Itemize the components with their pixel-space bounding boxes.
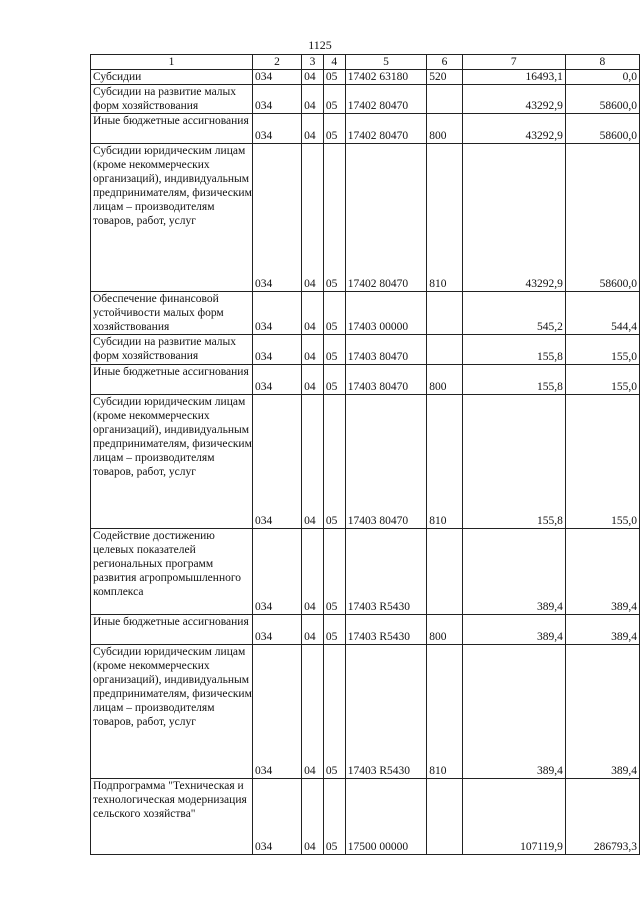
table-row — [91, 615, 640, 645]
expense-type-code: 810 — [427, 645, 463, 779]
ministry-code: 034 — [253, 335, 302, 365]
amount-year-1: 155,8 — [462, 335, 565, 365]
column-header: 6 — [427, 55, 463, 70]
section-code: 04 — [302, 645, 324, 779]
expense-type-code — [427, 292, 463, 335]
ministry-code: 034 — [253, 365, 302, 395]
target-article-code: 17403 R5430 — [345, 645, 427, 779]
amount-year-1: 155,8 — [462, 395, 565, 529]
row-name: Иные бюджетные ассигнования — [91, 615, 253, 645]
amount-year-1: 389,4 — [462, 615, 565, 645]
subsection-code: 05 — [323, 365, 345, 395]
target-article-code: 17403 80470 — [345, 395, 427, 529]
target-article-code: 17403 80470 — [345, 335, 427, 365]
table-row — [91, 365, 640, 395]
target-article-code: 17402 80470 — [345, 85, 427, 114]
amount-year-2: 544,4 — [565, 292, 639, 335]
amount-year-1: 16493,1 — [462, 70, 565, 85]
expense-type-code: 800 — [427, 114, 463, 144]
section-code: 04 — [302, 85, 324, 114]
ministry-code: 034 — [253, 529, 302, 615]
column-header: 5 — [345, 55, 427, 70]
amount-year-2: 58600,0 — [565, 144, 639, 292]
amount-year-1: 43292,9 — [462, 114, 565, 144]
expense-type-code: 810 — [427, 395, 463, 529]
column-header: 8 — [565, 55, 639, 70]
amount-year-2: 58600,0 — [565, 85, 639, 114]
ministry-code: 034 — [253, 114, 302, 144]
subsection-code: 05 — [323, 779, 345, 855]
section-code: 04 — [302, 292, 324, 335]
row-name: Субсидии юридическим лицам (кроме некоммерческих организаций), индивидуальным предпринимателям, физическим лицам – производителям товаров, работ, услуг — [91, 645, 253, 779]
target-article-code: 17500 00000 — [345, 779, 427, 855]
subsection-code: 05 — [323, 144, 345, 292]
amount-year-2: 155,0 — [565, 395, 639, 529]
amount-year-2: 155,0 — [565, 335, 639, 365]
row-name: Подпрограмма "Техническая и технологическая модернизация сельского хозяйства" — [91, 779, 253, 855]
target-article-code: 17403 00000 — [345, 292, 427, 335]
table-row — [91, 114, 640, 144]
section-code: 04 — [302, 70, 324, 85]
row-name: Субсидии на развитие малых форм хозяйствования — [91, 335, 253, 365]
target-article-code: 17402 80470 — [345, 114, 427, 144]
amount-year-2: 0,0 — [565, 70, 639, 85]
budget-table — [90, 54, 640, 855]
subsection-code: 05 — [323, 395, 345, 529]
ministry-code: 034 — [253, 70, 302, 85]
amount-year-2: 286793,3 — [565, 779, 639, 855]
subsection-code: 05 — [323, 85, 345, 114]
row-name: Субсидии — [91, 70, 253, 85]
expense-type-code: 800 — [427, 365, 463, 395]
amount-year-1: 43292,9 — [462, 144, 565, 292]
page-number: 1125 — [308, 38, 332, 52]
section-code: 04 — [302, 114, 324, 144]
row-name: Иные бюджетные ассигнования — [91, 114, 253, 144]
ministry-code: 034 — [253, 779, 302, 855]
column-header: 1 — [91, 55, 253, 70]
subsection-code: 05 — [323, 335, 345, 365]
table-row — [91, 70, 640, 85]
subsection-code: 05 — [323, 70, 345, 85]
column-header: 3 — [302, 55, 324, 70]
section-code: 04 — [302, 615, 324, 645]
subsection-code: 05 — [323, 615, 345, 645]
row-name: Иные бюджетные ассигнования — [91, 365, 253, 395]
target-article-code: 17402 80470 — [345, 144, 427, 292]
amount-year-1: 389,4 — [462, 529, 565, 615]
subsection-code: 05 — [323, 292, 345, 335]
amount-year-1: 389,4 — [462, 645, 565, 779]
column-header: 4 — [323, 55, 345, 70]
ministry-code: 034 — [253, 144, 302, 292]
table-row — [91, 645, 640, 779]
amount-year-2: 389,4 — [565, 615, 639, 645]
amount-year-1: 155,8 — [462, 365, 565, 395]
ministry-code: 034 — [253, 395, 302, 529]
expense-type-code: 520 — [427, 70, 463, 85]
expense-type-code: 800 — [427, 615, 463, 645]
expense-type-code: 810 — [427, 144, 463, 292]
row-name: Субсидии юридическим лицам (кроме некоммерческих организаций), индивидуальным предпринимателям, физическим лицам – производителям товаров, работ, услуг — [91, 144, 253, 292]
row-name: Содействие достижению целевых показателей региональных программ развития агропромышленного комплекса — [91, 529, 253, 615]
section-code: 04 — [302, 395, 324, 529]
ministry-code: 034 — [253, 645, 302, 779]
amount-year-1: 43292,9 — [462, 85, 565, 114]
expense-type-code — [427, 85, 463, 114]
table-row — [91, 529, 640, 615]
table-row — [91, 779, 640, 855]
amount-year-1: 107119,9 — [462, 779, 565, 855]
section-code: 04 — [302, 335, 324, 365]
row-name: Обеспечение финансовой устойчивости малых форм хозяйствования — [91, 292, 253, 335]
column-header: 7 — [462, 55, 565, 70]
section-code: 04 — [302, 779, 324, 855]
subsection-code: 05 — [323, 114, 345, 144]
amount-year-2: 389,4 — [565, 645, 639, 779]
amount-year-2: 155,0 — [565, 365, 639, 395]
table-row — [91, 395, 640, 529]
ministry-code: 034 — [253, 292, 302, 335]
target-article-code: 17402 63180 — [345, 70, 427, 85]
target-article-code: 17403 R5430 — [345, 615, 427, 645]
target-article-code: 17403 R5430 — [345, 529, 427, 615]
header-row — [91, 55, 640, 70]
subsection-code: 05 — [323, 529, 345, 615]
expense-type-code — [427, 779, 463, 855]
target-article-code: 17403 80470 — [345, 365, 427, 395]
row-name: Субсидии на развитие малых форм хозяйствования — [91, 85, 253, 114]
table-row — [91, 144, 640, 292]
expense-type-code — [427, 335, 463, 365]
table-row — [91, 85, 640, 114]
amount-year-2: 389,4 — [565, 529, 639, 615]
column-header: 2 — [253, 55, 302, 70]
expense-type-code — [427, 529, 463, 615]
section-code: 04 — [302, 144, 324, 292]
ministry-code: 034 — [253, 85, 302, 114]
ministry-code: 034 — [253, 615, 302, 645]
amount-year-2: 58600,0 — [565, 114, 639, 144]
amount-year-1: 545,2 — [462, 292, 565, 335]
table-row — [91, 292, 640, 335]
section-code: 04 — [302, 365, 324, 395]
row-name: Субсидии юридическим лицам (кроме некоммерческих организаций), индивидуальным предпринимателям, физическим лицам – производителям товаров, работ, услуг — [91, 395, 253, 529]
subsection-code: 05 — [323, 645, 345, 779]
section-code: 04 — [302, 529, 324, 615]
table-row — [91, 335, 640, 365]
